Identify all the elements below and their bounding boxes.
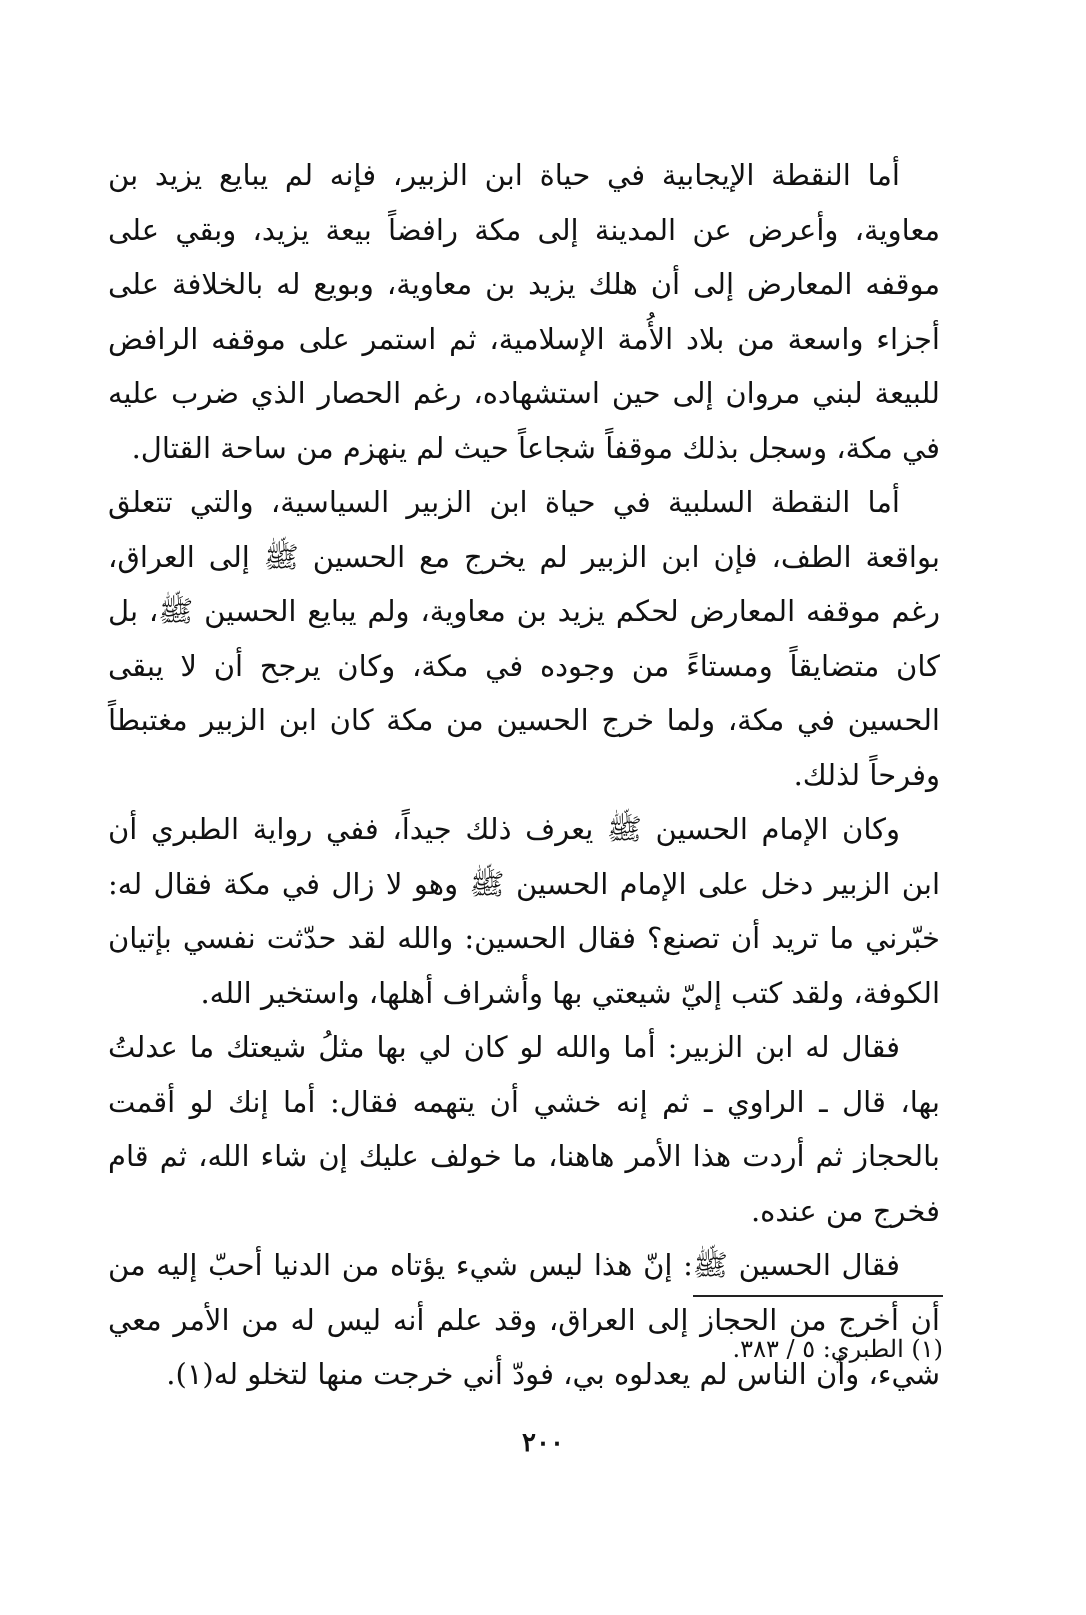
page-number: ٢٠٠ xyxy=(522,1428,564,1458)
body-text xyxy=(108,148,940,1402)
footnote-divider xyxy=(693,1295,943,1297)
paragraph-4: فقال له ابن الزبير: أما والله لو كان لي بها مثلُ شيعتك ما عدلتُ بها، قال ـ الراوي ـ ثم إنه خشي أن يتهمه فقال: أما إنك لو أقمت بالحجاز ثم أردت هذا الأمر هاهنا، ما خولف عليك إن شاء الله، ثم قام فخرج من عنده. xyxy=(108,1030,940,1228)
paragraph-2: أما النقطة السلبية في حياة ابن الزبير السياسية، والتي تتعلق بواقعة الطف، فإن ابن الزبير لم يخرج مع الحسين ﷺ إلى العراق، رغم موقفه المعارض لحكم يزيد بن معاوية، ولم يبايع الحسين ﷺ، بل كان متضايقاً ومستاءً من وجوده في مكة، وكان يرجح أن لا يبقى الحسين في مكة، ولما خرج الحسين من مكة كان ابن الزبير مغتبطاً وفرحاً لذلك. xyxy=(108,485,940,792)
paragraph-1: أما النقطة الإيجابية في حياة ابن الزبير، فإنه لم يبايع يزيد بن معاوية، وأعرض عن المدينة إلى مكة رافضاً بيعة يزيد، وبقي على موقفه المعارض إلى أن هلك يزيد بن معاوية، وبويع له بالخلافة على أجزاء واسعة من بلاد الأُمة الإسلامية، ثم استمر على موقفه الرافض للبيعة لبني مروان إلى حين استشهاده، رغم الحصار الذي ضرب عليه في مكة، وسجل بذلك موقفاً شجاعاً حيث لم ينهزم من ساحة القتال. xyxy=(108,158,940,465)
footnote: (١) الطبري: ٥ / ٣٨٣. xyxy=(732,1335,943,1363)
paragraph-5: فقال الحسين ﷺ: إنّ هذا ليس شيء يؤتاه من الدنيا أحبّ إليه من أن أخرج من الحجاز إلى العراق، وقد علم أنه ليس له من الأمر معي شيء، وأن الناس لم يعدلوه بي، فودّ أني خرجت منها لتخلو له(١). xyxy=(108,1248,940,1391)
paragraph-3: وكان الإمام الحسين ﷺ يعرف ذلك جيداً، ففي رواية الطبري أن ابن الزبير دخل على الإمام الحسين ﷺ وهو لا زال في مكة فقال له: خبّرني ما تريد أن تصنع؟ فقال الحسين: والله لقد حدّثت نفسي بإتيان الكوفة، ولقد كتب إليّ شيعتي بها وأشراف أهلها، واستخير الله. xyxy=(108,812,940,1010)
